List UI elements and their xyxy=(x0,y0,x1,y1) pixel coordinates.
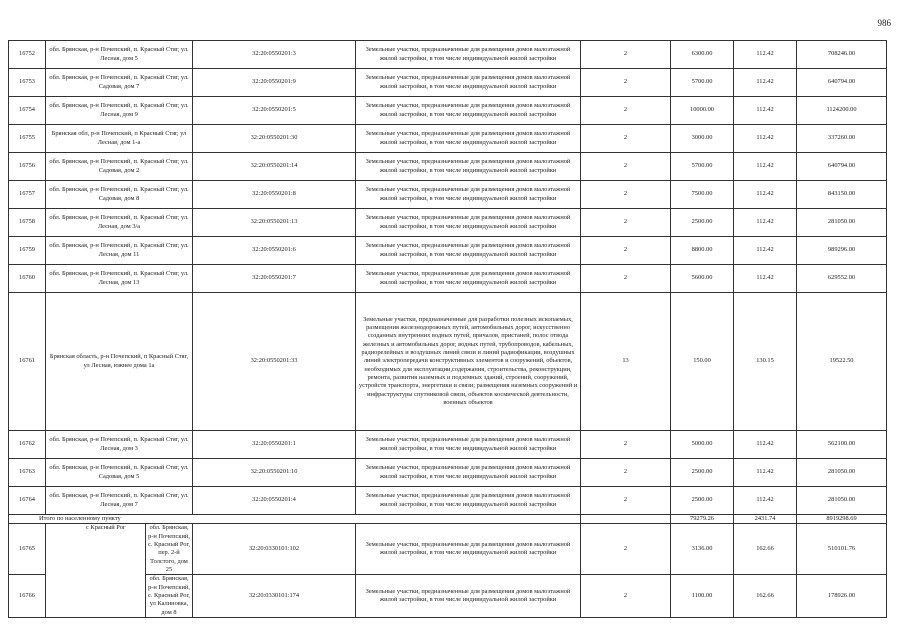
land-purpose: Земельные участки, предназначенные для размещения домов малоэтажной жилой застройки, в том числе индивидуальной жилой застройки xyxy=(356,69,581,97)
row-large-description xyxy=(9,293,887,431)
rows-krasny-styag xyxy=(9,41,887,293)
land-purpose: Земельные участки, предназначенные для размещения домов малоэтажной жилой застройки, в том числе индивидуальной жилой застройки xyxy=(356,97,581,125)
land-address: обл. Брянская, р-н Почепский, п. Красный Стяг, ул. Лесная, дом 11 xyxy=(46,237,193,265)
land-purpose: Земельные участки, предназначенные для размещения домов малоэтажной жилой застройки, в том числе индивидуальной жилой застройки xyxy=(356,524,581,575)
cadastral-number: 32:20:0550201:4 xyxy=(193,487,356,515)
land-area: 7500.00 xyxy=(671,181,734,209)
total-label: Итого по населенному пункту xyxy=(9,515,581,524)
settlement-total-section xyxy=(9,515,887,524)
land-use-group: 2 xyxy=(581,265,671,293)
cadastral-number: 32:20:0550201:13 xyxy=(193,209,356,237)
land-purpose: Земельные участки, предназначенные для размещения домов малоэтажной жилой застройки, в том числе индивидуальной жилой застройки xyxy=(356,459,581,487)
rows-krasny-rog xyxy=(9,524,887,618)
land-area: 5700.00 xyxy=(671,153,734,181)
cadastral-number: 32:20:0550201:9 xyxy=(193,69,356,97)
cadastral-value: 708246.00 xyxy=(797,41,887,69)
land-purpose: Земельные участки, предназначенные для размещения домов малоэтажной жилой застройки, в том числе индивидуальной жилой застройки xyxy=(356,487,581,515)
specific-value: 162.66 xyxy=(734,524,797,575)
cadastral-number: 32:20:0330101:174 xyxy=(193,575,356,618)
cadastral-number: 32:20:0550201:10 xyxy=(193,459,356,487)
specific-value: 130.15 xyxy=(734,293,797,431)
table-row xyxy=(9,209,887,237)
land-address: обл. Брянская, р-н Почепский, п. Красный Стяг, ул. Садовая, дом 7 xyxy=(46,69,193,97)
land-address: обл. Брянская, р-н Почепский, п. Красный Стяг, ул. Лесная, дом 3/а xyxy=(46,209,193,237)
cadastral-number: 32:20:0550201:3 xyxy=(193,41,356,69)
land-area: 5600.00 xyxy=(671,265,734,293)
record-number: 16765 xyxy=(9,524,46,575)
specific-value: 112.42 xyxy=(734,181,797,209)
table-row xyxy=(9,125,887,153)
land-address: обл. Брянская, р-н Почепский, п. Красный Стяг, ул. Лесная, дом 5 xyxy=(46,41,193,69)
land-use-group: 2 xyxy=(581,575,671,618)
cadastral-value: 178926.00 xyxy=(797,575,887,618)
land-address: обл. Брянская, р-н Почепский, п. Красный Стяг, ул. Садовая, дом 2 xyxy=(46,153,193,181)
land-purpose: Земельные участки, предназначенные для размещения домов малоэтажной жилой застройки, в том числе индивидуальной жилой застройки xyxy=(356,265,581,293)
table-row xyxy=(9,97,887,125)
record-number: 16762 xyxy=(9,431,46,459)
record-number: 16755 xyxy=(9,125,46,153)
record-number: 16758 xyxy=(9,209,46,237)
land-area: 2500.00 xyxy=(671,487,734,515)
table-row xyxy=(9,459,887,487)
land-area: 5700.00 xyxy=(671,69,734,97)
cadastral-number: 32:20:0550201:30 xyxy=(193,125,356,153)
cadastral-number: 32:20:0550201:33 xyxy=(193,293,356,431)
cadastral-value: 510101.76 xyxy=(797,524,887,575)
record-number: 16761 xyxy=(9,293,46,431)
cadastral-value: 640794.00 xyxy=(797,153,887,181)
table-row xyxy=(9,431,887,459)
cadastral-value: 629552.00 xyxy=(797,265,887,293)
specific-value: 112.42 xyxy=(734,265,797,293)
land-use-group: 2 xyxy=(581,125,671,153)
cadastral-value: 281050.00 xyxy=(797,209,887,237)
land-use-group: 2 xyxy=(581,209,671,237)
land-address: обл. Брянская, р-н Почепский, п. Красный Стяг, ул. Лесная, дом 13 xyxy=(46,265,193,293)
land-area: 2500.00 xyxy=(671,209,734,237)
record-number: 16752 xyxy=(9,41,46,69)
table-row xyxy=(9,153,887,181)
land-area: 1100.00 xyxy=(671,575,734,618)
land-address: Брянская область, р-н Почепский, п Красный Стяг, ул Лесная, южнее дома 1а xyxy=(46,293,193,431)
land-purpose: Земельные участки, предназначенные для размещения домов малоэтажной жилой застройки, в том числе индивидуальной жилой застройки xyxy=(356,125,581,153)
land-use-group: 2 xyxy=(581,431,671,459)
land-purpose: Земельные участки, предназначенные для размещения домов малоэтажной жилой застройки, в том числе индивидуальной жилой застройки xyxy=(356,575,581,618)
table-row xyxy=(9,181,887,209)
land-use-group: 2 xyxy=(581,237,671,265)
record-number: 16764 xyxy=(9,487,46,515)
land-area: 3136.00 xyxy=(671,524,734,575)
record-number: 16757 xyxy=(9,181,46,209)
total-value: 8919298.69 xyxy=(797,515,887,524)
land-purpose: Земельные участки, предназначенные для размещения домов малоэтажной жилой застройки, в том числе индивидуальной жилой застройки xyxy=(356,153,581,181)
table-row xyxy=(9,293,887,431)
cadastral-value: 1124200.00 xyxy=(797,97,887,125)
cadastral-number: 32:20:0550201:14 xyxy=(193,153,356,181)
table-row xyxy=(9,487,887,515)
land-address: обл. Брянская, р-н Почепский, с. Красный Рог, ул Калиновка, дом 8 xyxy=(146,575,193,618)
land-use-group: 13 xyxy=(581,293,671,431)
cadastral-value: 989296.00 xyxy=(797,237,887,265)
land-address: обл. Брянская, р-н Почепский, п. Красный Стяг, ул. Садовая, дом 8 xyxy=(46,181,193,209)
land-address: обл. Брянская, р-н Почепский, п. Красный Стяг, ул. Лесная, дом 3 xyxy=(46,431,193,459)
cadastral-number: 32:20:0330101:102 xyxy=(193,524,356,575)
table-row xyxy=(9,265,887,293)
cadastral-value: 640794.00 xyxy=(797,69,887,97)
land-purpose: Земельные участки, предназначенные для размещения домов малоэтажной жилой застройки, в том числе индивидуальной жилой застройки xyxy=(356,209,581,237)
land-area: 8800.00 xyxy=(671,237,734,265)
cadastral-value: 337260.00 xyxy=(797,125,887,153)
record-number: 16763 xyxy=(9,459,46,487)
table-row xyxy=(9,69,887,97)
rows-krasny-styag-continued xyxy=(9,431,887,515)
cadastral-value-table xyxy=(8,40,887,618)
specific-value: 112.42 xyxy=(734,209,797,237)
land-area: 6300.00 xyxy=(671,41,734,69)
cadastral-value: 843150.00 xyxy=(797,181,887,209)
land-use-group: 2 xyxy=(581,97,671,125)
cadastral-number: 32:20:0550201:1 xyxy=(193,431,356,459)
land-use-group: 2 xyxy=(581,524,671,575)
total-empty-cell xyxy=(581,515,671,524)
specific-value: 112.42 xyxy=(734,459,797,487)
specific-value: 162.66 xyxy=(734,575,797,618)
page-number: 986 xyxy=(877,18,891,28)
specific-value: 112.42 xyxy=(734,487,797,515)
record-number: 16760 xyxy=(9,265,46,293)
land-use-group: 2 xyxy=(581,181,671,209)
land-use-group: 2 xyxy=(581,41,671,69)
cadastral-number: 32:20:0550201:8 xyxy=(193,181,356,209)
table-row xyxy=(9,41,887,69)
land-purpose: Земельные участки, предназначенные для разработки полезных ископаемых, размещения железнодорожных путей, автомобильных дорог, искусственно созданных внутренних водных путей, причалов, пристаней, полос отвода железных и автомобильных дорог, водных путей, трубопроводов, кабельных, радиорелейных и воздушных линий связи и линий радиофикации, воздушных линий электропередачи конструктивных элементов и сооружений, объектов, необходимых для эксплуатации,содержания, строительства, реконструкции, ремонта, развития наземных и подземных зданий, строений, сооружений, устройств транспорта, энергетики и связи; размещения наземных сооружений и инфраструктуры спутниковой связи, объектов космической деятельности, военных объектов xyxy=(356,293,581,431)
land-address: обл. Брянская, р-н Почепский, п. Красный Стяг, ул. Лесная, дом 7 xyxy=(46,487,193,515)
specific-value: 112.42 xyxy=(734,69,797,97)
land-address: Брянская обл, р-н Почепский, п Красный Стяг, ул Лесная, дом 1-а xyxy=(46,125,193,153)
land-purpose: Земельные участки, предназначенные для размещения домов малоэтажной жилой застройки, в том числе индивидуальной жилой застройки xyxy=(356,41,581,69)
land-address: обл. Брянская, р-н Почепский, п. Красный Стяг, ул. Лесная, дом 9 xyxy=(46,97,193,125)
cadastral-number: 32:20:0550201:6 xyxy=(193,237,356,265)
total-area: 79279.26 xyxy=(671,515,734,524)
land-area: 5000.00 xyxy=(671,431,734,459)
specific-value: 112.42 xyxy=(734,237,797,265)
land-area: 150.00 xyxy=(671,293,734,431)
record-number: 16766 xyxy=(9,575,46,618)
cadastral-number: 32:20:0550201:7 xyxy=(193,265,356,293)
land-use-group: 2 xyxy=(581,487,671,515)
cadastral-number: 32:20:0550201:5 xyxy=(193,97,356,125)
land-area: 3000.00 xyxy=(671,125,734,153)
settlement-total-row xyxy=(9,515,887,524)
record-number: 16753 xyxy=(9,69,46,97)
record-number: 16756 xyxy=(9,153,46,181)
specific-value: 112.42 xyxy=(734,153,797,181)
land-area: 2500.00 xyxy=(671,459,734,487)
land-address: обл. Брянская, р-н Почепский, п. Красный Стяг, ул. Садовая, дом 5 xyxy=(46,459,193,487)
cadastral-value: 281050.00 xyxy=(797,459,887,487)
table-row xyxy=(9,237,887,265)
total-rate: 2431.74 xyxy=(734,515,797,524)
land-purpose: Земельные участки, предназначенные для размещения домов малоэтажной жилой застройки, в том числе индивидуальной жилой застройки xyxy=(356,431,581,459)
record-number: 16754 xyxy=(9,97,46,125)
table-row xyxy=(9,524,887,575)
land-area: 10000.00 xyxy=(671,97,734,125)
land-address: обл. Брянская, р-н Почепский, с. Красный Рог, пер. 2-й Толстого, дом 25 xyxy=(146,524,193,575)
specific-value: 112.42 xyxy=(734,41,797,69)
cadastral-value: 19522.50 xyxy=(797,293,887,431)
record-number: 16759 xyxy=(9,237,46,265)
specific-value: 112.42 xyxy=(734,97,797,125)
specific-value: 112.42 xyxy=(734,125,797,153)
specific-value: 112.42 xyxy=(734,431,797,459)
land-use-group: 2 xyxy=(581,459,671,487)
cadastral-value: 281050.00 xyxy=(797,487,887,515)
land-use-group: 2 xyxy=(581,69,671,97)
land-use-group: 2 xyxy=(581,153,671,181)
settlement-name: с Красный Рог xyxy=(46,524,146,618)
land-purpose: Земельные участки, предназначенные для размещения домов малоэтажной жилой застройки, в том числе индивидуальной жилой застройки xyxy=(356,237,581,265)
land-purpose: Земельные участки, предназначенные для размещения домов малоэтажной жилой застройки, в том числе индивидуальной жилой застройки xyxy=(356,181,581,209)
cadastral-value: 562100.00 xyxy=(797,431,887,459)
